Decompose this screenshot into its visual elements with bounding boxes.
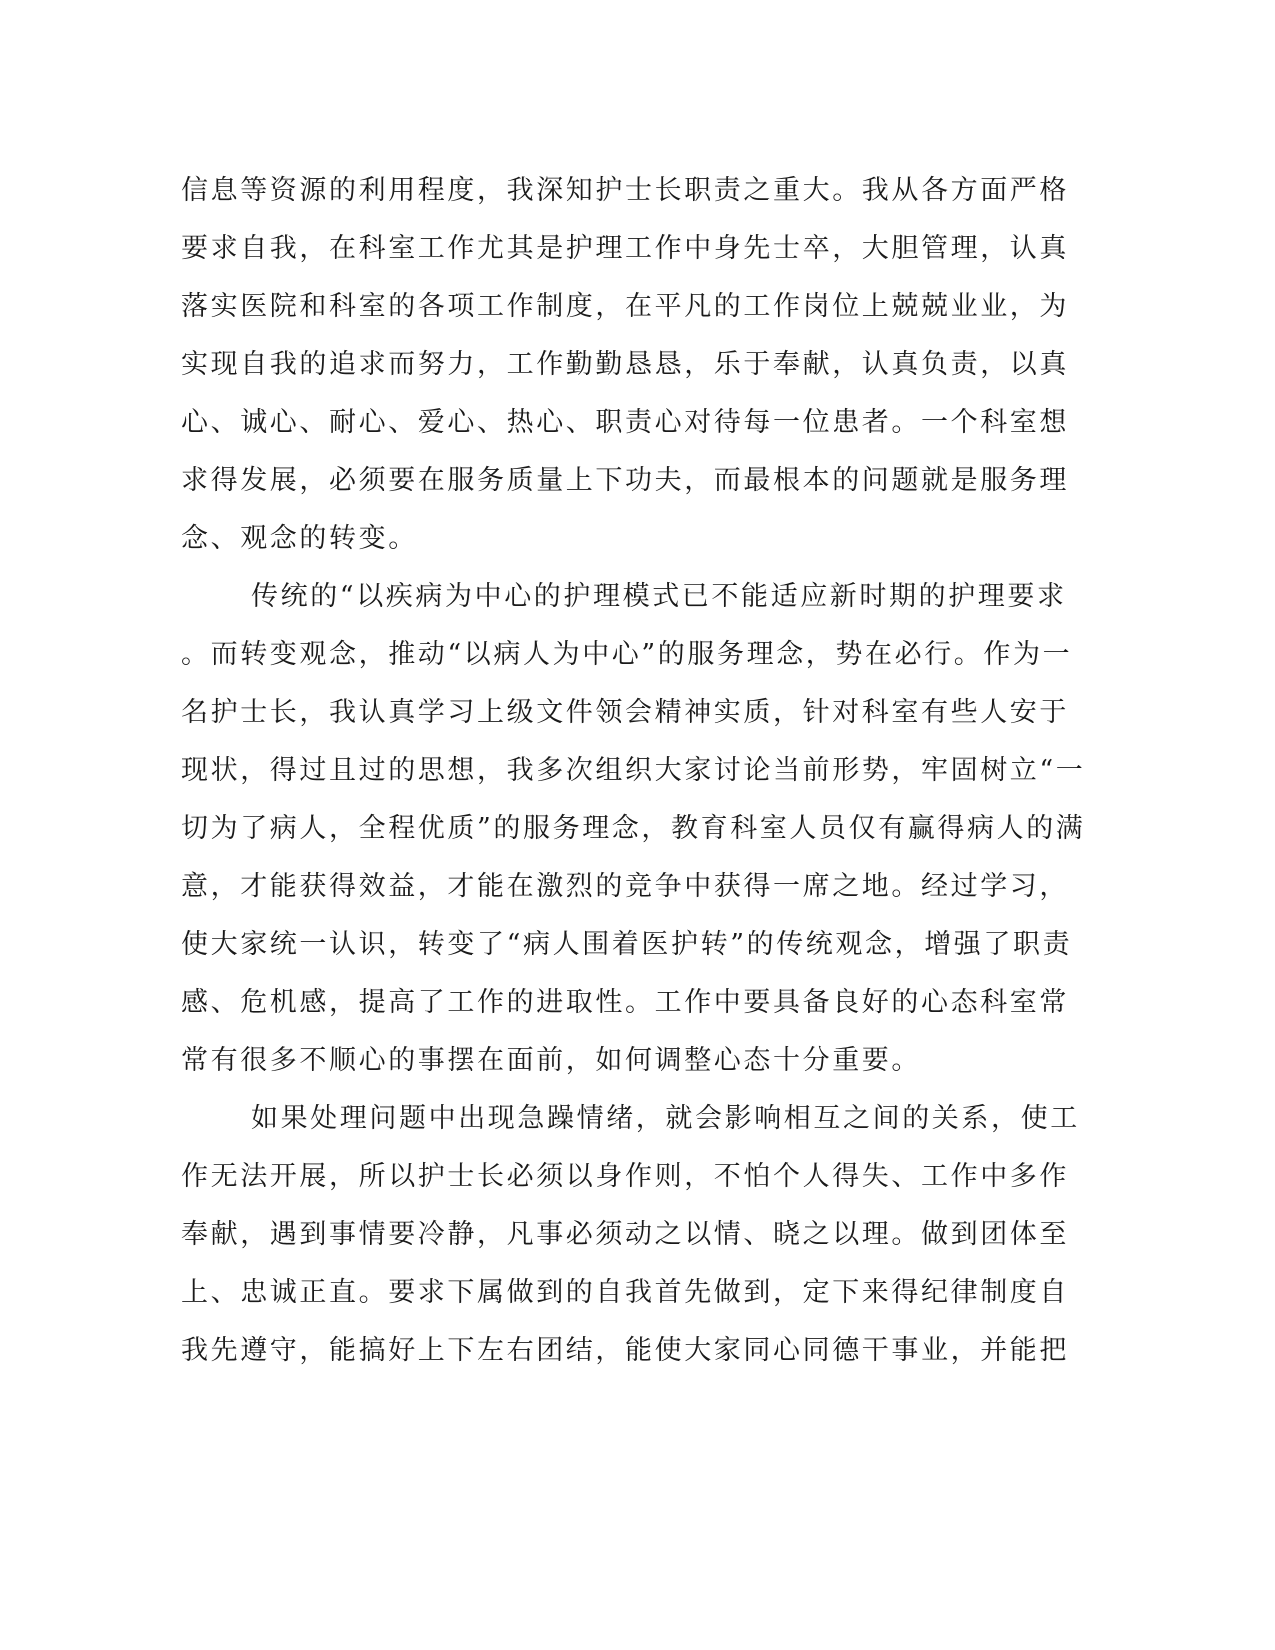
text-line: 切为了病人，全程优质”的服务理念，教育科室人员仅有赢得病人的满: [181, 813, 1086, 844]
paragraph-start-line: 传统的“以疾病为中心的护理模式已不能适应新时期的护理要求: [251, 581, 1067, 612]
text-line: 使大家统一认识，转变了“病人围着医护转”的传统观念，增强了职责: [181, 929, 1073, 960]
paragraph-start-line: 如果处理问题中出现急躁情绪，就会影响相互之间的关系，使工: [251, 1103, 1080, 1134]
text-line: 念、观念的转变。: [181, 523, 418, 554]
text-line: 作无法开展，所以护士长必须以身作则，不怕个人得失、工作中多作: [181, 1161, 1069, 1192]
text-line: 实现自我的追求而努力，工作勤勤恳恳，乐于奉献，认真负责，以真: [181, 349, 1069, 380]
text-line: 。而转变观念，推动“以病人为中心”的服务理念，势在必行。作为一: [181, 639, 1073, 670]
text-line: 常有很多不顺心的事摆在面前，如何调整心态十分重要。: [181, 1045, 921, 1076]
text-line: 名护士长，我认真学习上级文件领会精神实质，针对科室有些人安于: [181, 697, 1069, 728]
text-line: 奉献，遇到事情要冷静，凡事必须动之以情、晓之以理。做到团体至: [181, 1219, 1069, 1250]
text-line: 现状，得过且过的思想，我多次组织大家讨论当前形势，牢固树立“一: [181, 755, 1086, 786]
text-line: 我先遵守，能搞好上下左右团结，能使大家同心同德干事业，并能把: [181, 1335, 1069, 1366]
text-line: 落实医院和科室的各项工作制度，在平凡的工作岗位上兢兢业业，为: [181, 291, 1069, 322]
text-line: 心、诚心、耐心、爱心、热心、职责心对待每一位患者。一个科室想: [181, 407, 1069, 438]
text-line: 信息等资源的利用程度，我深知护士长职责之重大。我从各方面严格: [181, 175, 1069, 206]
text-line: 上、忠诚正直。要求下属做到的自我首先做到，定下来得纪律制度自: [181, 1277, 1069, 1308]
text-line: 求得发展，必须要在服务质量上下功夫，而最根本的问题就是服务理: [181, 465, 1069, 496]
body-text: [181, 162, 1086, 1380]
text-line: 意，才能获得效益，才能在激烈的竞争中获得一席之地。经过学习，: [181, 871, 1069, 902]
text-line: 感、危机感，提高了工作的进取性。工作中要具备良好的心态科室常: [181, 987, 1069, 1018]
text-line: 要求自我，在科室工作尤其是护理工作中身先士卒，大胆管理，认真: [181, 233, 1069, 264]
